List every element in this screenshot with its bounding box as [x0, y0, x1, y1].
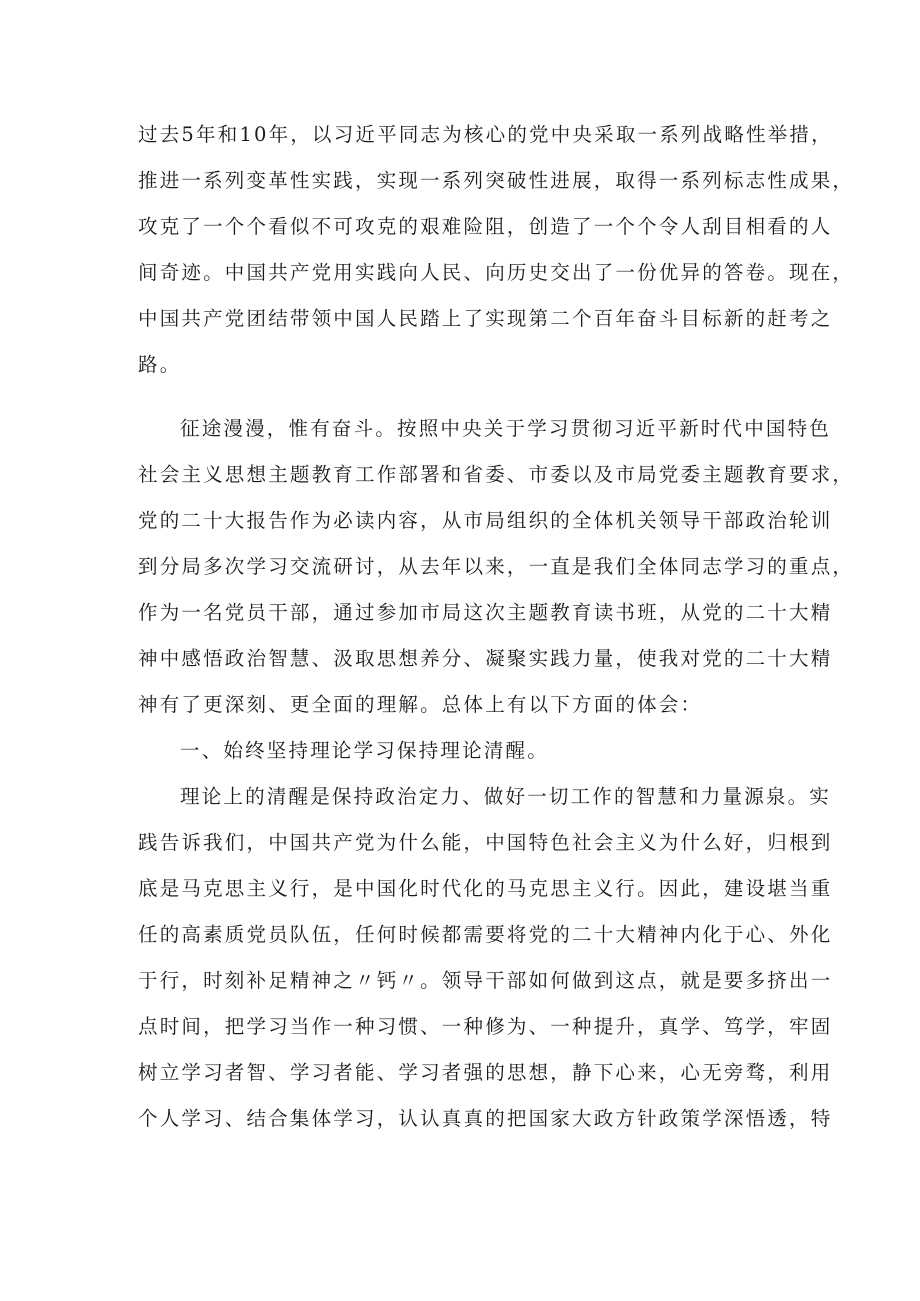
text-line: 神中感悟政治智慧、汲取思想养分、凝聚实践力量，使我对党的二十大精: [138, 647, 833, 670]
text-line: 于行，时刻补足精神之〃钙〃。领导干部如何做到这点，就是要多挤出一: [138, 969, 833, 992]
paragraph-1: [138, 112, 855, 388]
text-line: 个人学习、结合集体学习，认认真真的把国家大政方针政策学深悟透，特: [138, 1107, 833, 1130]
text-line: 社会主义思想主题教育工作部署和省委、市委以及市局党委主题教育要求，: [138, 463, 855, 486]
paragraph-4: [138, 774, 833, 1142]
text-line: 中国共产党团结带领中国人民踏上了实现第二个百年奋斗目标新的赶考之: [138, 307, 833, 330]
text-line: 神有了更深刻、更全面的理解。总体上有以下方面的体会：: [138, 693, 703, 716]
text-line: 过去5年和10年，以习近平同志为核心的党中央采取一系列战略性举措，: [138, 123, 833, 146]
text-line: 任的高素质党员队伍，任何时候都需要将党的二十大精神内化于心、外化: [138, 923, 833, 946]
text-line: 践告诉我们，中国共产党为什么能，中国特色社会主义为什么好，归根到: [138, 831, 833, 854]
text-line: 作为一名党员干部，通过参加市局这次主题教育读书班，从党的二十大精: [138, 601, 833, 624]
paragraph-2: [138, 406, 855, 728]
section-heading: [138, 728, 790, 774]
text-line: 到分局多次学习交流研讨，从去年以来，一直是我们全体同志学习的重点，: [138, 555, 855, 578]
text-line: 间奇迹。中国共产党用实践向人民、向历史交出了一份优异的答卷。现在，: [138, 261, 855, 284]
document-body: [138, 112, 855, 1142]
text-line: 党的二十大报告作为必读内容，从市局组织的全体机关领导干部政治轮训: [138, 509, 833, 532]
text-line: 理论上的清醒是保持政治定力、做好一切工作的智慧和力量源泉。实: [180, 785, 832, 808]
text-line: 点时间，把学习当作一种习惯、一种修为、一种提升，真学、笃学，牢固: [138, 1015, 833, 1038]
text-line: 攻克了一个个看似不可攻克的艰难险阻，创造了一个个令人刮目相看的人: [138, 215, 833, 238]
text-line: 树立学习者智、学习者能、学习者强的思想，静下心来，心无旁骛，利用: [138, 1061, 833, 1084]
text-line: 征途漫漫，惟有奋斗。按照中央关于学习贯彻习近平新时代中国特色: [180, 417, 832, 440]
text-line: 路。: [138, 353, 182, 376]
text-line: 推进一系列变革性实践，实现一系列突破性进展，取得一系列标志性成果，: [138, 169, 855, 192]
text-line: 底是马克思主义行，是中国化时代化的马克思主义行。因此，建设堪当重: [138, 877, 833, 900]
heading-line: 一、始终坚持理论学习保持理论清醒。: [180, 739, 549, 762]
